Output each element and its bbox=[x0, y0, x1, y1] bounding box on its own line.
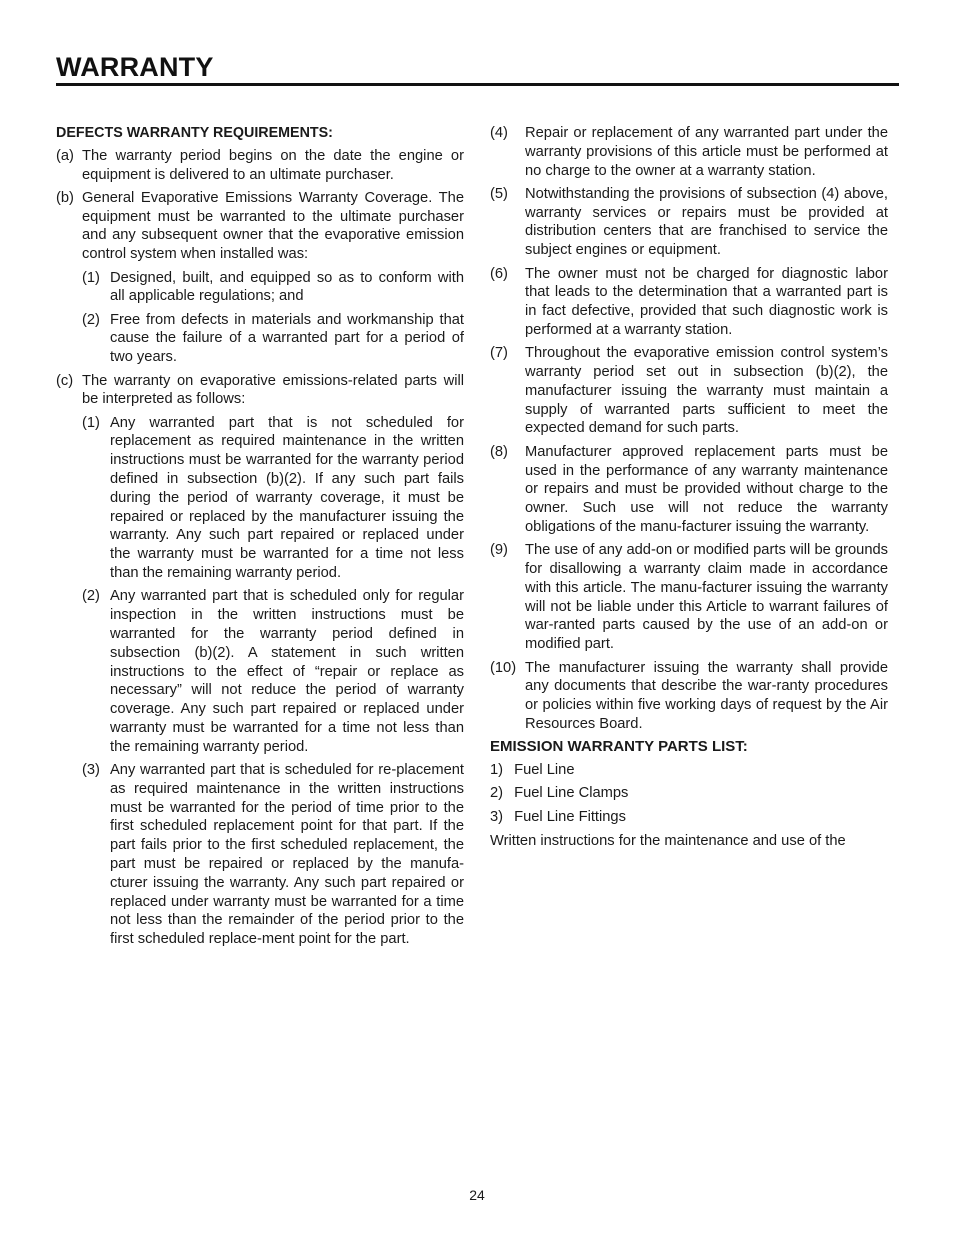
clause-text: General Evaporative Emissions Warranty Coverage. The equipment must be warranted to the ultimate purchaser and any subsequent owner that the evaporative emission control system when installed was: bbox=[82, 189, 464, 263]
parts-list-item bbox=[490, 808, 888, 827]
item-text: Notwithstanding the provisions of subsection (4) above, warranty services or repairs must be provided at distribution centers that are franchised to service the subject engines or equipment. bbox=[525, 185, 888, 259]
parts-list-heading: EMISSION WARRANTY PARTS LIST: bbox=[490, 738, 748, 756]
clause-c bbox=[56, 372, 464, 410]
item-text: Free from defects in materials and workmanship that cause the failure of a warranted part for a period of two years. bbox=[110, 311, 464, 366]
item-text: Any warranted part that is not scheduled for replacement as required maintenance in the written instructions must be warranted for the warranty period defined in subsection (b)(2). If any such part fails during the period of warranty coverage, it must be repaired or replaced by the manufacturer issuing the warranty. Any such part repaired or replaced under the warranty must be warranted for a time not less than the remaining warranty period. bbox=[110, 414, 464, 582]
part-name: Fuel Line bbox=[514, 762, 575, 778]
part-number: 1) bbox=[490, 762, 504, 778]
parts-list bbox=[490, 761, 888, 827]
clause-label: (b) bbox=[56, 189, 74, 206]
item-label: (2) bbox=[82, 588, 100, 605]
list-item bbox=[82, 587, 464, 756]
part-name: Fuel Line Fittings bbox=[514, 808, 626, 825]
item-label: (9) bbox=[490, 542, 508, 559]
trailing-paragraph: Written instructions for the maintenance and use of the bbox=[490, 832, 846, 849]
defects-heading: DEFECTS WARRANTY REQUIREMENTS: bbox=[56, 125, 333, 141]
item-label: (1) bbox=[82, 414, 100, 431]
item-text: Any warranted part that is scheduled for re-placement as required maintenance in the written instructions must be warranted for the period of time prior to the first scheduled replacement point for that part. If the part fails prior to the first scheduled replacement, the part must be repaired or replaced by the manufa-cturer issuing the warranty. Any such part repaired or replaced under warranty must be warranted for a time not less than the remainder of the period prior to the first scheduled replace-ment point for the part. bbox=[110, 762, 464, 948]
page-number: 24 bbox=[469, 1187, 485, 1203]
list-item bbox=[490, 541, 888, 654]
part-number: 3) bbox=[490, 808, 504, 825]
clause-b-subitems bbox=[82, 269, 464, 367]
clause-label: (c) bbox=[56, 372, 74, 389]
item-label: (1) bbox=[82, 269, 100, 286]
list-item bbox=[82, 414, 464, 583]
item-label: (5) bbox=[490, 185, 508, 202]
list-item bbox=[490, 659, 888, 734]
item-text: Repair or replacement of any warranted part under the warranty provisions of this article must be performed at no charge to the owner at a warranty station. bbox=[525, 125, 888, 179]
right-column bbox=[490, 124, 888, 850]
item-text: Designed, built, and equipped so as to conform with all applicable regulations; and bbox=[110, 269, 464, 305]
item-text: Manufacturer approved replacement parts must be used in the performance of any warranty maintenance or repairs and must be provided without charge to the owner. Such use will not reduce the warranty obligations of the manu-facturer issuing the warranty. bbox=[525, 443, 888, 535]
item-label: (3) bbox=[82, 762, 100, 778]
item-label: (10) bbox=[490, 659, 517, 676]
item-label: (6) bbox=[490, 265, 508, 282]
list-item bbox=[490, 265, 888, 340]
clause-c-subitems bbox=[82, 414, 464, 949]
left-column bbox=[56, 124, 464, 953]
clause-label: (a) bbox=[56, 147, 74, 164]
clause-text: The warranty period begins on the date the engine or equipment is delivered to an ultimate purchaser. bbox=[82, 147, 464, 183]
item-label: (2) bbox=[82, 311, 100, 328]
clause-a bbox=[56, 147, 464, 185]
list-item bbox=[82, 269, 464, 307]
item-label: (8) bbox=[490, 443, 508, 460]
title-rule bbox=[56, 83, 899, 86]
clause-b bbox=[56, 189, 464, 264]
list-item bbox=[490, 443, 888, 537]
list-item bbox=[82, 761, 464, 949]
page-title: WARRANTY bbox=[56, 52, 214, 82]
item-text: The owner must not be charged for diagnostic labor that leads to the determination that a warranted part is in fact defective, provided that such diagnostic work is performed at a warranty station. bbox=[525, 265, 888, 338]
item-text: The manufacturer issuing the warranty shall provide any documents that describe the war-ranty procedures or policies within five working days of request by the Air Resources Board. bbox=[525, 659, 888, 732]
item-text: Throughout the evaporative emission control system’s warranty period set out in subsection (b)(2), the manufacturer issuing the warranty must maintain a supply of warranted parts sufficient to meet the expected demand for such parts. bbox=[525, 345, 888, 437]
list-item bbox=[82, 311, 464, 367]
item-text: Any warranted part that is scheduled only for regular inspection in the written instructions must be warranted for the warranty period defined in subsection (b)(2). A statement in such written instructions to the effect of “repair or replace as necessary” will not reduce the period of warranty coverage. Any such part repaired or replaced under warranty must be warranted for a time not less than the remaining warranty period. bbox=[110, 588, 464, 755]
list-item bbox=[490, 124, 888, 180]
clause-text: The warranty on evaporative emissions-related parts will be interpreted as follows: bbox=[82, 372, 464, 408]
parts-list-item bbox=[490, 761, 888, 780]
list-item bbox=[490, 344, 888, 438]
item-text: The use of any add-on or modified parts will be grounds for disallowing a warranty claim made in accordance with this article. The manu-facturer issuing the warranty will not be liable under this Article to warrant failures of war-ranted parts caused by the use of an add-on or modified part. bbox=[525, 542, 888, 653]
item-label: (7) bbox=[490, 345, 508, 362]
list-item bbox=[490, 185, 888, 260]
parts-list-item bbox=[490, 784, 888, 803]
item-label: (4) bbox=[490, 125, 508, 141]
part-number: 2) bbox=[490, 785, 504, 802]
part-name: Fuel Line Clamps bbox=[514, 785, 629, 802]
